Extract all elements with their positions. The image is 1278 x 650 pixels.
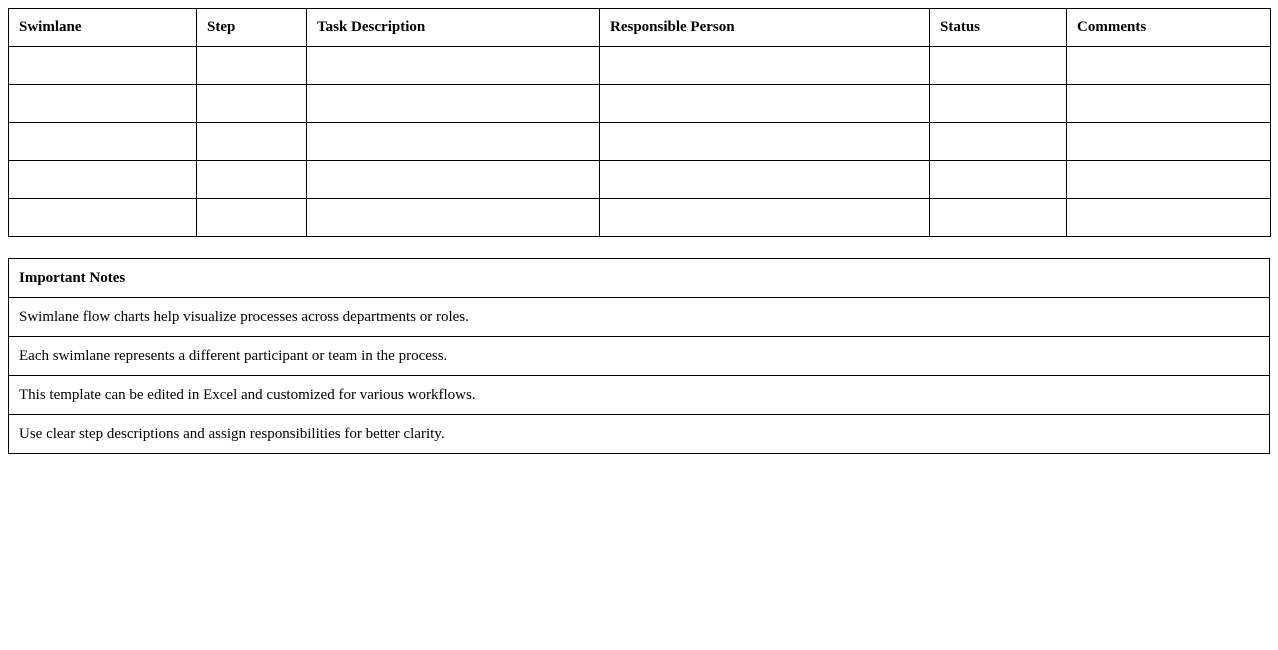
cell-task-description[interactable] xyxy=(307,47,600,85)
cell-status[interactable] xyxy=(930,123,1067,161)
header-responsible-person: Responsible Person xyxy=(600,9,930,47)
cell-responsible-person[interactable] xyxy=(600,85,930,123)
cell-responsible-person[interactable] xyxy=(600,47,930,85)
cell-swimlane[interactable] xyxy=(9,85,197,123)
cell-task-description[interactable] xyxy=(307,199,600,237)
cell-comments[interactable] xyxy=(1067,85,1271,123)
header-comments: Comments xyxy=(1067,9,1271,47)
table-row xyxy=(9,123,1271,161)
cell-status[interactable] xyxy=(930,161,1067,199)
header-status: Status xyxy=(930,9,1067,47)
cell-swimlane[interactable] xyxy=(9,199,197,237)
note-text: Swimlane flow charts help visualize processes across departments or roles. xyxy=(9,298,1270,337)
important-notes-table xyxy=(8,258,1270,454)
cell-task-description[interactable] xyxy=(307,123,600,161)
note-text: Each swimlane represents a different participant or team in the process. xyxy=(9,337,1270,376)
header-swimlane: Swimlane xyxy=(9,9,197,47)
list-item xyxy=(9,298,1270,337)
header-step: Step xyxy=(197,9,307,47)
notes-header-row xyxy=(9,259,1270,298)
header-task-description: Task Description xyxy=(307,9,600,47)
note-text: Use clear step descriptions and assign responsibilities for better clarity. xyxy=(9,415,1270,454)
cell-step[interactable] xyxy=(197,123,307,161)
cell-status[interactable] xyxy=(930,199,1067,237)
cell-comments[interactable] xyxy=(1067,161,1271,199)
swimlane-table xyxy=(8,8,1271,237)
cell-swimlane[interactable] xyxy=(9,161,197,199)
cell-step[interactable] xyxy=(197,199,307,237)
table-row xyxy=(9,199,1271,237)
cell-status[interactable] xyxy=(930,85,1067,123)
cell-swimlane[interactable] xyxy=(9,123,197,161)
cell-responsible-person[interactable] xyxy=(600,123,930,161)
cell-comments[interactable] xyxy=(1067,47,1271,85)
cell-status[interactable] xyxy=(930,47,1067,85)
cell-step[interactable] xyxy=(197,85,307,123)
cell-task-description[interactable] xyxy=(307,85,600,123)
table-row xyxy=(9,85,1271,123)
cell-step[interactable] xyxy=(197,47,307,85)
cell-responsible-person[interactable] xyxy=(600,199,930,237)
list-item xyxy=(9,415,1270,454)
table-row xyxy=(9,47,1271,85)
table-row xyxy=(9,161,1271,199)
table-header-row xyxy=(9,9,1271,47)
cell-task-description[interactable] xyxy=(307,161,600,199)
note-text: This template can be edited in Excel and customized for various workflows. xyxy=(9,376,1270,415)
list-item xyxy=(9,376,1270,415)
cell-step[interactable] xyxy=(197,161,307,199)
cell-comments[interactable] xyxy=(1067,199,1271,237)
list-item xyxy=(9,337,1270,376)
cell-responsible-person[interactable] xyxy=(600,161,930,199)
notes-title: Important Notes xyxy=(9,259,1270,298)
cell-swimlane[interactable] xyxy=(9,47,197,85)
cell-comments[interactable] xyxy=(1067,123,1271,161)
